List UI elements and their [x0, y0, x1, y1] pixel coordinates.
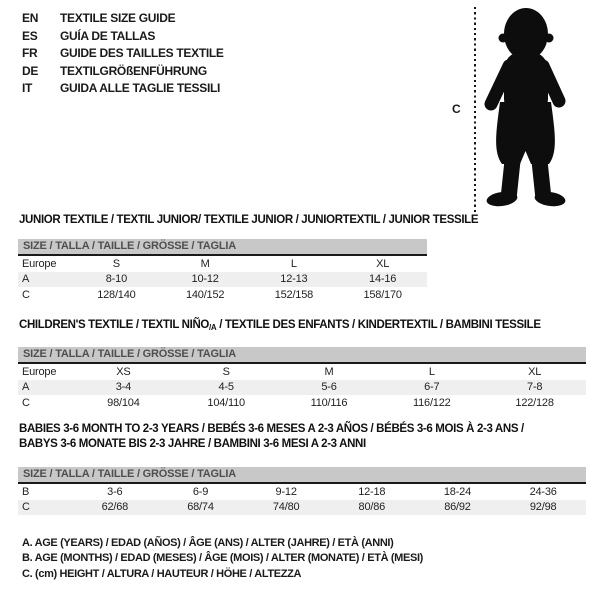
cell: 80/86 [358, 501, 386, 514]
language-row-fr [22, 45, 224, 63]
cell: 9-12 [275, 485, 297, 498]
footnote-height-cm: C. (cm) HEIGHT / ALTURA / HAUTEUR / HÖHE / ALTEZZA [22, 567, 302, 580]
column-header-row [18, 256, 427, 272]
section-title-line1: BABIES 3-6 MONTH TO 2-3 YEARS / BEBÉS 3-6 MESES A 2-3 AÑOS / BÉBÉS 3-6 MOIS À 2-3 ANS / [19, 423, 524, 435]
section-title-text: CHILDREN'S TEXTILE / TEXTIL NIÑO [19, 319, 210, 331]
section-title-junior: JUNIOR TEXTILE / TEXTIL JUNIOR/ TEXTILE JUNIOR / JUNIORTEXTIL / JUNIOR TESSILE [19, 214, 479, 226]
row-label: A [22, 381, 30, 394]
cell: 62/68 [101, 501, 129, 514]
col-header: XS [116, 365, 131, 378]
language-code: ES [22, 28, 38, 43]
junior-size-table-block [18, 239, 427, 303]
col-header: Europe [22, 257, 57, 270]
section-title-babies [19, 422, 524, 451]
cell: 12-18 [358, 485, 386, 498]
col-header: XL [376, 257, 390, 270]
footnotes [22, 536, 423, 582]
language-label: TEXTILE SIZE GUIDE [60, 11, 176, 25]
children-size-table [18, 364, 586, 411]
language-label: GUIDE DES TAILLES TEXTILE [60, 46, 224, 60]
table-row-b [18, 484, 586, 500]
cell: 86/92 [444, 501, 471, 514]
height-measure-label: C [452, 102, 461, 116]
language-row-it [22, 80, 224, 98]
col-header: XL [528, 365, 542, 378]
cell: 7-8 [526, 381, 543, 394]
babies-size-table-block [18, 467, 586, 515]
language-code: FR [22, 46, 38, 60]
col-header: L [290, 257, 297, 270]
footnote-age-years: A. AGE (YEARS) / EDAD (AÑOS) / ÂGE (ANS) / ALTER (JAHRE) / ETÀ (ANNI) [22, 537, 394, 549]
cell: 104/110 [207, 396, 245, 409]
language-list [22, 10, 224, 98]
col-header: Europe [22, 365, 57, 378]
section-title-line2: BABYS 3-6 MONATE BIS 2-3 JAHRE / BAMBINI 3-6 MESI A 2-3 ANNI [19, 437, 366, 450]
section-title-text: / TEXTILE DES ENFANTS / KINDERTEXTIL / BAMBINI TESSILE [216, 319, 541, 331]
language-label: GUIDA ALLE TAGLIE TESSILI [60, 81, 221, 95]
col-header: S [222, 365, 230, 378]
col-header: M [200, 257, 210, 270]
cell: 3-6 [107, 485, 123, 498]
cell: 74/80 [272, 501, 300, 514]
language-code: EN [22, 11, 39, 25]
cell: 122/128 [515, 396, 554, 409]
row-label: A [22, 273, 30, 286]
cell: 128/140 [97, 288, 136, 301]
row-label: B [22, 485, 30, 498]
table-row-a [18, 380, 586, 396]
row-label: C [22, 396, 30, 409]
height-dotted-line [474, 7, 476, 213]
cell: 158/170 [363, 288, 402, 301]
col-header: L [428, 365, 435, 378]
language-label: GUÍA DE TALLAS [60, 28, 156, 43]
section-title-subscript: /A [209, 323, 217, 332]
column-header-row [18, 364, 586, 380]
section-title-children [19, 319, 541, 332]
cell: 6-7 [424, 381, 440, 394]
junior-size-table [18, 256, 427, 303]
cell: 6-9 [192, 485, 209, 498]
cell: 14-16 [369, 273, 397, 286]
table-row-c [18, 500, 586, 516]
col-header: S [112, 257, 120, 270]
cell: 12-13 [280, 273, 308, 286]
size-header-bar: SIZE / TALLA / TAILLE / GRÖSSE / TAGLIA [18, 467, 586, 484]
table-row-c [18, 395, 586, 411]
cell: 110/116 [310, 396, 348, 409]
cell: 98/104 [107, 396, 140, 409]
cell: 4-5 [218, 381, 234, 394]
cell: 18-24 [443, 485, 472, 498]
cell: 116/122 [413, 396, 451, 409]
language-row-en [22, 10, 224, 28]
cell: 68/74 [187, 501, 214, 514]
language-row-de [22, 63, 224, 81]
size-header-bar: SIZE / TALLA / TAILLE / GRÖSSE / TAGLIA [18, 239, 427, 256]
col-header: M [324, 365, 334, 378]
row-label: C [22, 288, 30, 301]
footnote-age-months: B. AGE (MONTHS) / EDAD (MESES) / ÂGE (MOIS) / ALTER (MONATE) / ETÀ (MESI) [22, 552, 423, 565]
language-label: TEXTILGRÖßENFÜHRUNG [60, 63, 207, 78]
children-size-table-block [18, 347, 586, 411]
row-label: C [22, 501, 30, 514]
cell: 5-6 [321, 381, 337, 394]
baby-silhouette-icon [478, 6, 574, 212]
babies-size-table [18, 484, 586, 515]
language-code: IT [22, 81, 33, 95]
size-header-bar: SIZE / TALLA / TAILLE / GRÖSSE / TAGLIA [18, 347, 586, 364]
table-row-a [18, 272, 427, 288]
language-row-es [22, 28, 224, 46]
cell: 140/152 [185, 288, 225, 301]
cell: 152/158 [274, 288, 314, 301]
cell: 92/98 [529, 501, 557, 514]
cell: 24-36 [529, 485, 557, 498]
language-code: DE [22, 63, 39, 78]
cell: 3-4 [115, 381, 132, 394]
cell: 10-12 [191, 273, 219, 286]
table-row-c [18, 287, 427, 303]
cell: 8-10 [105, 273, 127, 286]
